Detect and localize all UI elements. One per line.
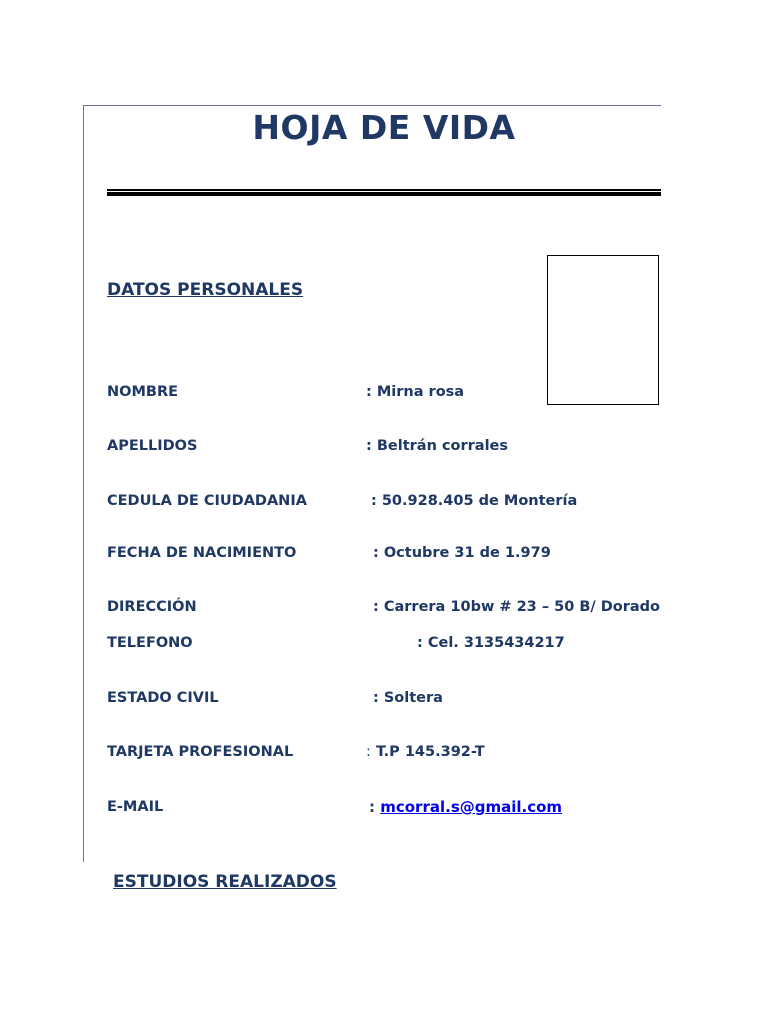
- photo-placeholder: [547, 255, 659, 405]
- field-value-id-number: : 50.928.405 de Montería: [371, 493, 578, 509]
- field-colon: :: [369, 798, 375, 816]
- field-value-professional-card: [366, 744, 485, 760]
- field-label-surnames: APELLIDOS: [107, 438, 198, 454]
- field-value-phone: : Cel. 3135434217: [417, 635, 565, 651]
- page-frame-left-border: [83, 105, 84, 862]
- field-label-birth-date: FECHA DE NACIMIENTO: [107, 545, 297, 561]
- email-link[interactable]: mcorral.s@gmail.com: [380, 798, 563, 816]
- field-label-id-number: CEDULA DE CIUDADANIA: [107, 493, 307, 509]
- field-label-civil-status: ESTADO CIVIL: [107, 690, 219, 706]
- field-label-address: DIRECCIÓN: [107, 599, 197, 615]
- field-value-civil-status: : Soltera: [373, 690, 443, 706]
- field-value-address: : Carrera 10bw # 23 – 50 B/ Dorado: [373, 599, 661, 615]
- field-label-name: NOMBRE: [107, 384, 179, 400]
- page-frame-top-border: [83, 105, 661, 106]
- professional-card-number: T.P 145.392-T: [375, 744, 485, 760]
- field-label-phone: TELEFONO: [107, 635, 193, 651]
- document-title: HOJA DE VIDA: [252, 108, 516, 147]
- title-divider-thin: [107, 189, 661, 191]
- field-value-name: : Mirna rosa: [366, 384, 465, 400]
- field-label-email: E-MAIL: [107, 799, 164, 815]
- section-heading-personal-data: DATOS PERSONALES: [107, 280, 304, 300]
- section-heading-studies: ESTUDIOS REALIZADOS: [113, 872, 337, 892]
- field-colon: :: [366, 744, 371, 760]
- field-label-professional-card: TARJETA PROFESIONAL: [107, 744, 294, 760]
- field-value-email: [369, 798, 562, 816]
- field-value-surnames: : Beltrán corrales: [366, 438, 509, 454]
- field-value-birth-date: : Octubre 31 de 1.979: [373, 545, 551, 561]
- title-divider-thick: [107, 192, 661, 196]
